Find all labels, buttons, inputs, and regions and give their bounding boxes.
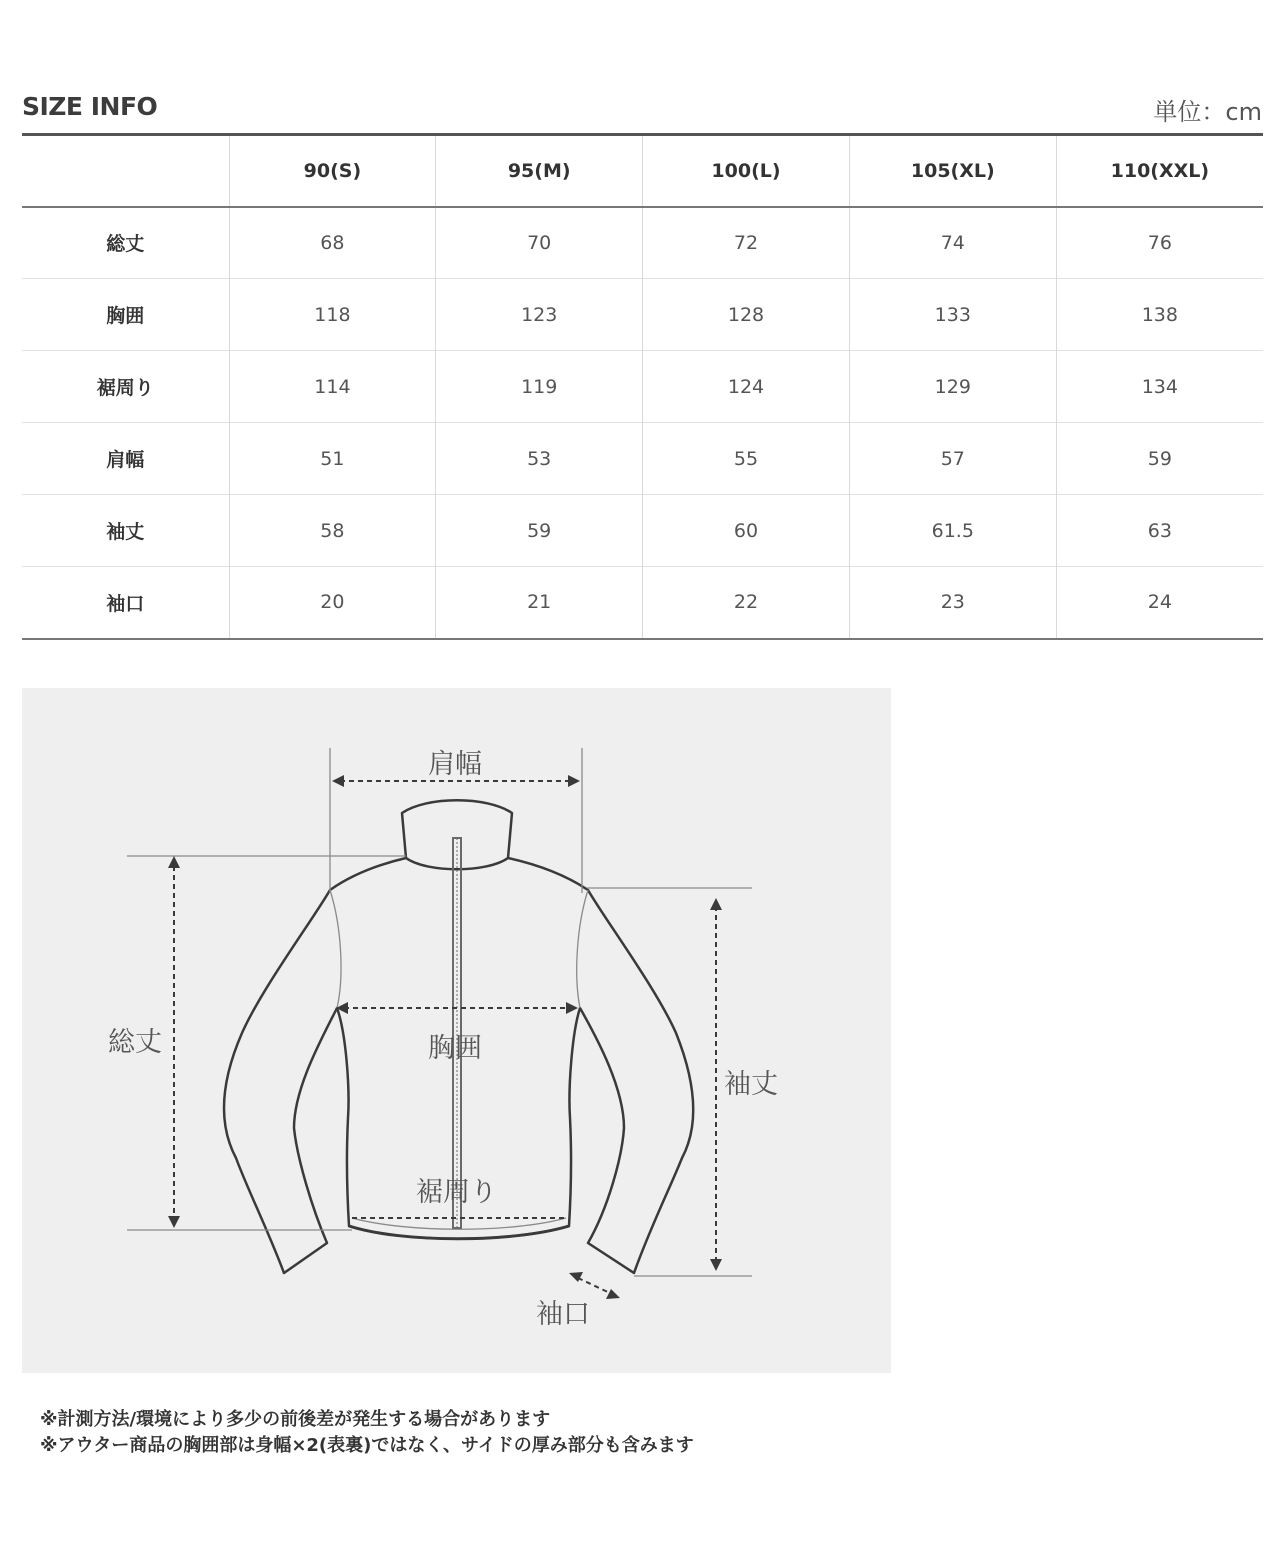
table-cell: 123 — [436, 279, 643, 351]
table-cell: 72 — [643, 207, 850, 279]
size-table — [22, 133, 1263, 640]
table-row — [22, 567, 1263, 639]
table-row — [22, 423, 1263, 495]
table-cell: 63 — [1147, 519, 1172, 542]
table-cell: 60 — [643, 495, 850, 567]
row-label: 胸囲 — [22, 279, 229, 351]
table-cell: 59 — [436, 495, 643, 567]
column-header: 100(L) — [643, 135, 850, 207]
table-cell: 138 — [1141, 303, 1178, 326]
column-header: 95(M) — [436, 135, 643, 207]
table-cell: 58 — [229, 495, 436, 567]
column-header — [22, 135, 229, 207]
table-cell: 22 — [643, 567, 850, 639]
column-header: 105(XL) — [849, 135, 1056, 207]
table-row — [22, 279, 1263, 351]
header — [22, 92, 1262, 128]
notes — [40, 1407, 694, 1459]
table-cell: 21 — [436, 567, 643, 639]
table-header-row — [22, 135, 1263, 207]
sleeve-length-label: 袖丈 — [724, 1069, 778, 1100]
column-header: 90(S) — [229, 135, 436, 207]
total-length-label: 総丈 — [108, 1027, 162, 1058]
shoulder-label: 肩幅 — [428, 749, 482, 780]
note-line: ※計測方法/環境により多少の前後差が発生する場合があります — [40, 1409, 551, 1430]
row-label: 裾周り — [22, 351, 229, 423]
table-row — [22, 207, 1263, 279]
measurement-diagram — [22, 688, 891, 1373]
table-row — [22, 495, 1263, 567]
column-header: 110(XXL) — [1056, 135, 1263, 207]
table-cell: 23 — [849, 567, 1056, 639]
table-cell: 24 — [1147, 591, 1172, 614]
table-cell: 20 — [229, 567, 436, 639]
table-cell: 57 — [849, 423, 1056, 495]
table-cell: 133 — [849, 279, 1056, 351]
table-cell: 118 — [229, 279, 436, 351]
table-cell: 128 — [643, 279, 850, 351]
table-cell: 51 — [229, 423, 436, 495]
cuff-label: 袖口 — [536, 1299, 590, 1330]
row-label: 総丈 — [22, 207, 229, 279]
hem-label: 裾周り — [416, 1177, 497, 1208]
table-row — [22, 351, 1263, 423]
table-cell: 68 — [229, 207, 436, 279]
table-cell: 129 — [849, 351, 1056, 423]
table-cell: 70 — [436, 207, 643, 279]
row-label: 袖口 — [22, 567, 229, 639]
table-cell: 55 — [643, 423, 850, 495]
table-cell: 53 — [436, 423, 643, 495]
table-cell: 114 — [229, 351, 436, 423]
unit-label: 単位：cm — [1153, 98, 1262, 126]
chest-label: 胸囲 — [428, 1033, 482, 1064]
table-cell: 119 — [436, 351, 643, 423]
table-cell: 59 — [1147, 447, 1172, 470]
row-label: 袖丈 — [22, 495, 229, 567]
table-cell: 74 — [849, 207, 1056, 279]
table-cell: 61.5 — [849, 495, 1056, 567]
table-cell: 76 — [1147, 231, 1172, 254]
table-cell: 134 — [1141, 375, 1178, 398]
table-cell: 124 — [643, 351, 850, 423]
row-label: 肩幅 — [22, 423, 229, 495]
page-title: SIZE INFO — [22, 92, 158, 121]
note-line: ※アウター商品の胸囲部は身幅×2(表裏)ではなく、サイドの厚み部分も含みます — [40, 1435, 694, 1456]
